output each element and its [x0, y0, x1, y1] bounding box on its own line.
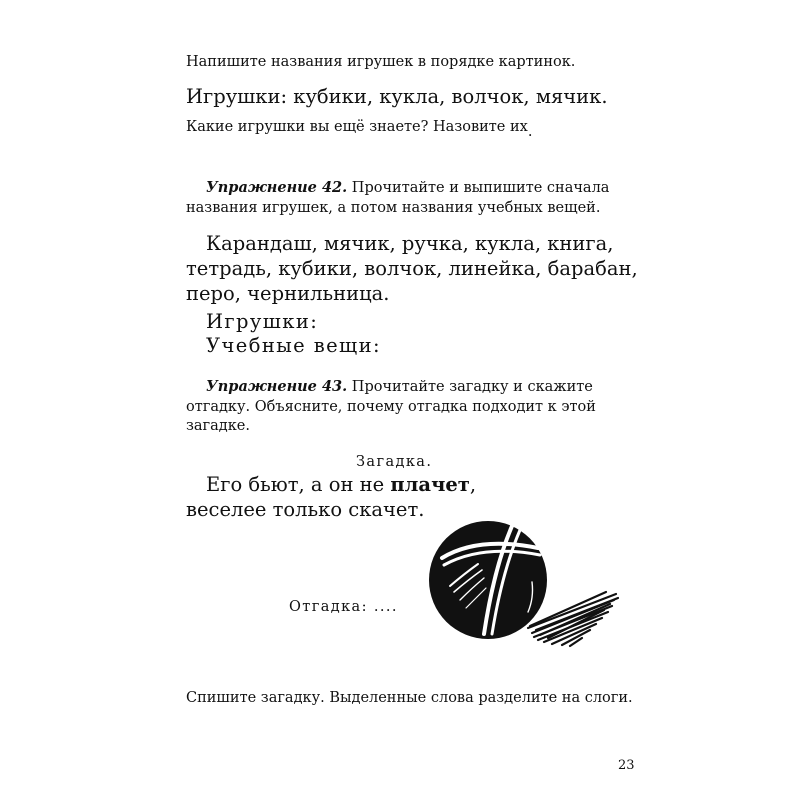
exercise-43-line1: [206, 377, 593, 397]
exercise-43-text1: Прочитайте загадку и скажите: [347, 379, 593, 395]
toys-question: Какие игрушки вы ещё знаете? Назовите их.: [186, 119, 533, 140]
exercise-43-line2: отгадку. Объясните, почему отгадка подходит к этой: [186, 399, 596, 415]
page-number: 23: [618, 758, 635, 773]
exercise-42-line1: [206, 178, 609, 198]
category-school: Учебные вещи:: [206, 334, 381, 357]
exercise-42-label: Упражнение 42.: [206, 179, 348, 196]
exercise-43-line3: загадке.: [186, 418, 250, 434]
riddle-line2: веселее только скачет.: [186, 498, 425, 521]
copy-instruction: Спишите загадку. Выделенные слова разделите на слоги.: [186, 690, 633, 706]
riddle-line1: [206, 472, 476, 497]
toys-instruction: Напишите названия игрушек в порядке картинок.: [186, 54, 576, 70]
riddle-answer: Отгадка: ....: [289, 599, 398, 615]
riddle-text-a: Его бьют, а он не: [206, 473, 391, 496]
ball-icon: [420, 508, 620, 648]
word-list-line2: тетрадь, кубики, волчок, линейка, барабан,: [186, 257, 638, 280]
exercise-42-text1: Прочитайте и выпишите сначала: [347, 180, 610, 196]
riddle-text-c: ,: [469, 473, 477, 496]
riddle-title: Загадка.: [356, 454, 433, 470]
riddle-bold-word: плачет: [390, 473, 470, 496]
exercise-43-label: Упражнение 43.: [206, 378, 348, 395]
toys-line: Игрушки: кубики, кукла, волчок, мячик.: [186, 85, 608, 108]
toys-question-text: Какие игрушки вы ещё знаете? Назовите их: [186, 119, 528, 135]
category-toys: Игрушки:: [206, 310, 319, 333]
word-list-line3: перо, чернильница.: [186, 282, 390, 305]
exercise-42-line2: названия игрушек, а потом названия учебных вещей.: [186, 200, 601, 216]
word-list-line1: Карандаш, мячик, ручка, кукла, книга,: [206, 232, 614, 255]
